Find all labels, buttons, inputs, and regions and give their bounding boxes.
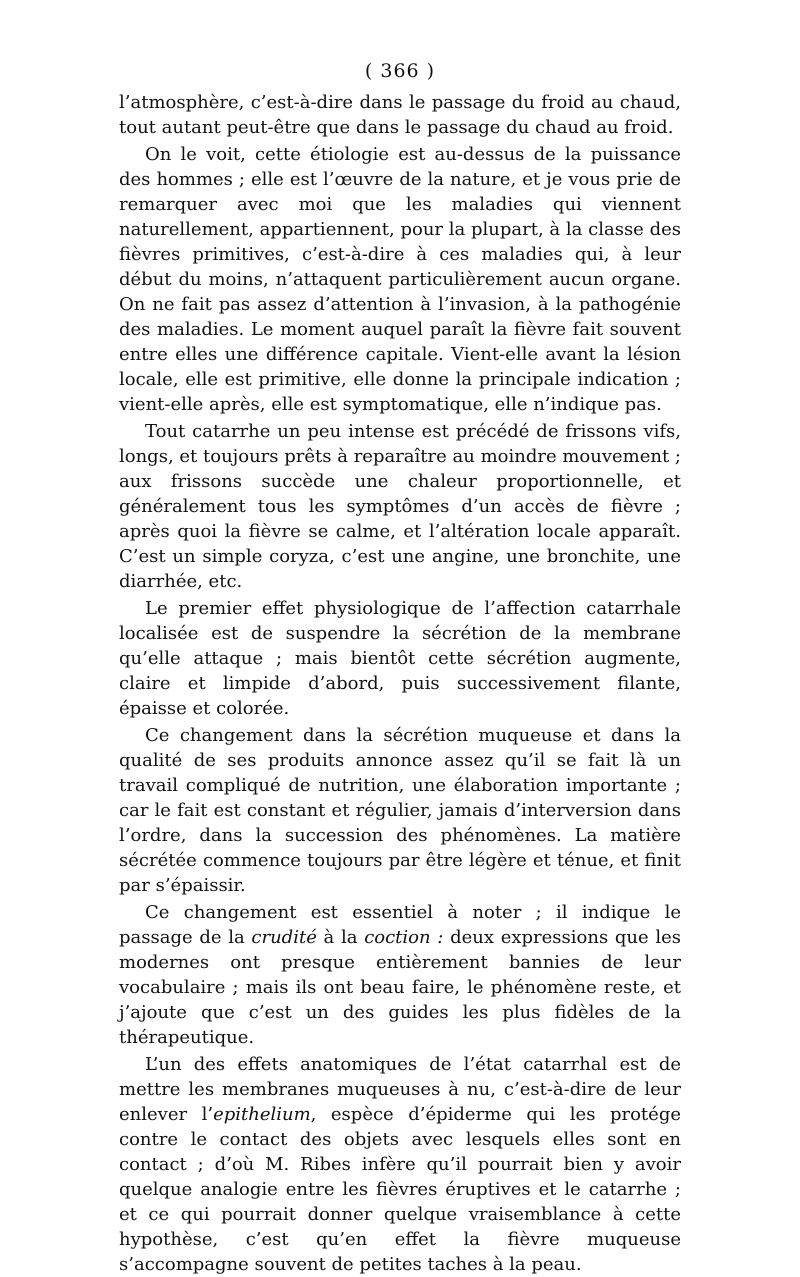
paragraph-2: On le voit, cette étiologie est au-dessus de la puissance des hommes ; elle est l’œuvre de la nature, et je vous prie de remarquer avec moi que les maladies qui viennent naturellement, appartiennent, pour la plupart, à la classe des fièvres primitives, c’est-à-dire à ces maladies qui, à leur début du moins, n’attaquent particulièrement aucun organe. On ne fait pas assez d’attention à l’invasion, à la pathogénie des maladies. Le moment auquel paraît la fièvre fait souvent entre elles une différence capitale. Vient-elle avant la lésion locale, elle est primitive, elle donne la principale indication ; vient-elle après, elle est symptomatique, elle n’indique pas.: [119, 144, 681, 415]
paragraph-6-text-c: deux expressions que les modernes ont presque entièrement bannies de leur vocabulaire ; mais ils ont beau faire, le phénomène reste, et j’ajoute que c’est un des guides les plus fidèles de la thérapeutique.: [119, 927, 681, 1048]
paragraph-3: Tout catarrhe un peu intense est précédé de frissons vifs, longs, et toujours prêts à reparaître au moindre mouvement ; aux frissons succède une chaleur proportionnelle, et généralement tous les symptômes d’un accès de fièvre ; après quoi la fièvre se calme, et l’altération locale apparaît. C’est un simple coryza, c’est une angine, une bronchite, une diarrhée, etc.: [119, 421, 681, 592]
paragraph-7-text-b: , espèce d’épiderme qui les protége contre le contact des objets avec lesquels elles sont en contact ; d’où M. Ribes infère qu’il pourrait bien y avoir quelque analogie entre les fièvres éruptives et le catarrhe ; et ce qui pourrait donner quelque vraisemblance à cette hypothèse, c’est qu’en effet la fièvre muqueuse s’accompagne souvent de petites taches à la peau.: [119, 1104, 681, 1275]
italic-term-coction: coction :: [364, 927, 444, 948]
paragraph-1: l’atmosphère, c’est-à-dire dans le passage du froid au chaud, tout autant peut-être que dans le passage du chaud au froid.: [119, 92, 681, 138]
paragraph-6: [119, 900, 681, 1050]
paragraph-7-text-a: L’un des effets anatomiques de l’état catarrhal est de mettre les membranes muqueuses à nu, c’est-à-dire de leur enlever l’: [119, 1054, 681, 1125]
italic-term-epithelium: epithelium: [213, 1104, 311, 1125]
paragraph-6-text-a: Ce changement est essentiel à noter ; il indique le passage de la: [119, 902, 681, 948]
italic-term-crudite: crudité: [251, 927, 317, 948]
paragraph-7: [119, 1052, 681, 1277]
paragraph-5: Ce changement dans la sécrétion muqueuse et dans la qualité de ses produits annonce assez qu’il se fait là un travail compliqué de nutrition, une élaboration importante ; car le fait est constant et régulier, jamais d’interversion dans l’ordre, dans la succession des phénomènes. La matière sécrétée commence toujours par être légère et ténue, et finit par s’épaissir.: [119, 725, 681, 896]
body-text: [119, 90, 681, 1277]
paragraph-4: Le premier effet physiologique de l’affection catarrhale localisée est de suspendre la sécrétion de la membrane qu’elle attaque ; mais bientôt cette sécrétion augmente, claire et limpide d’abord, puis successivement filante, épaisse et colorée.: [119, 598, 681, 719]
paragraph-6-text-b: à la: [316, 927, 365, 948]
page-number: ( 366 ): [364, 60, 436, 82]
